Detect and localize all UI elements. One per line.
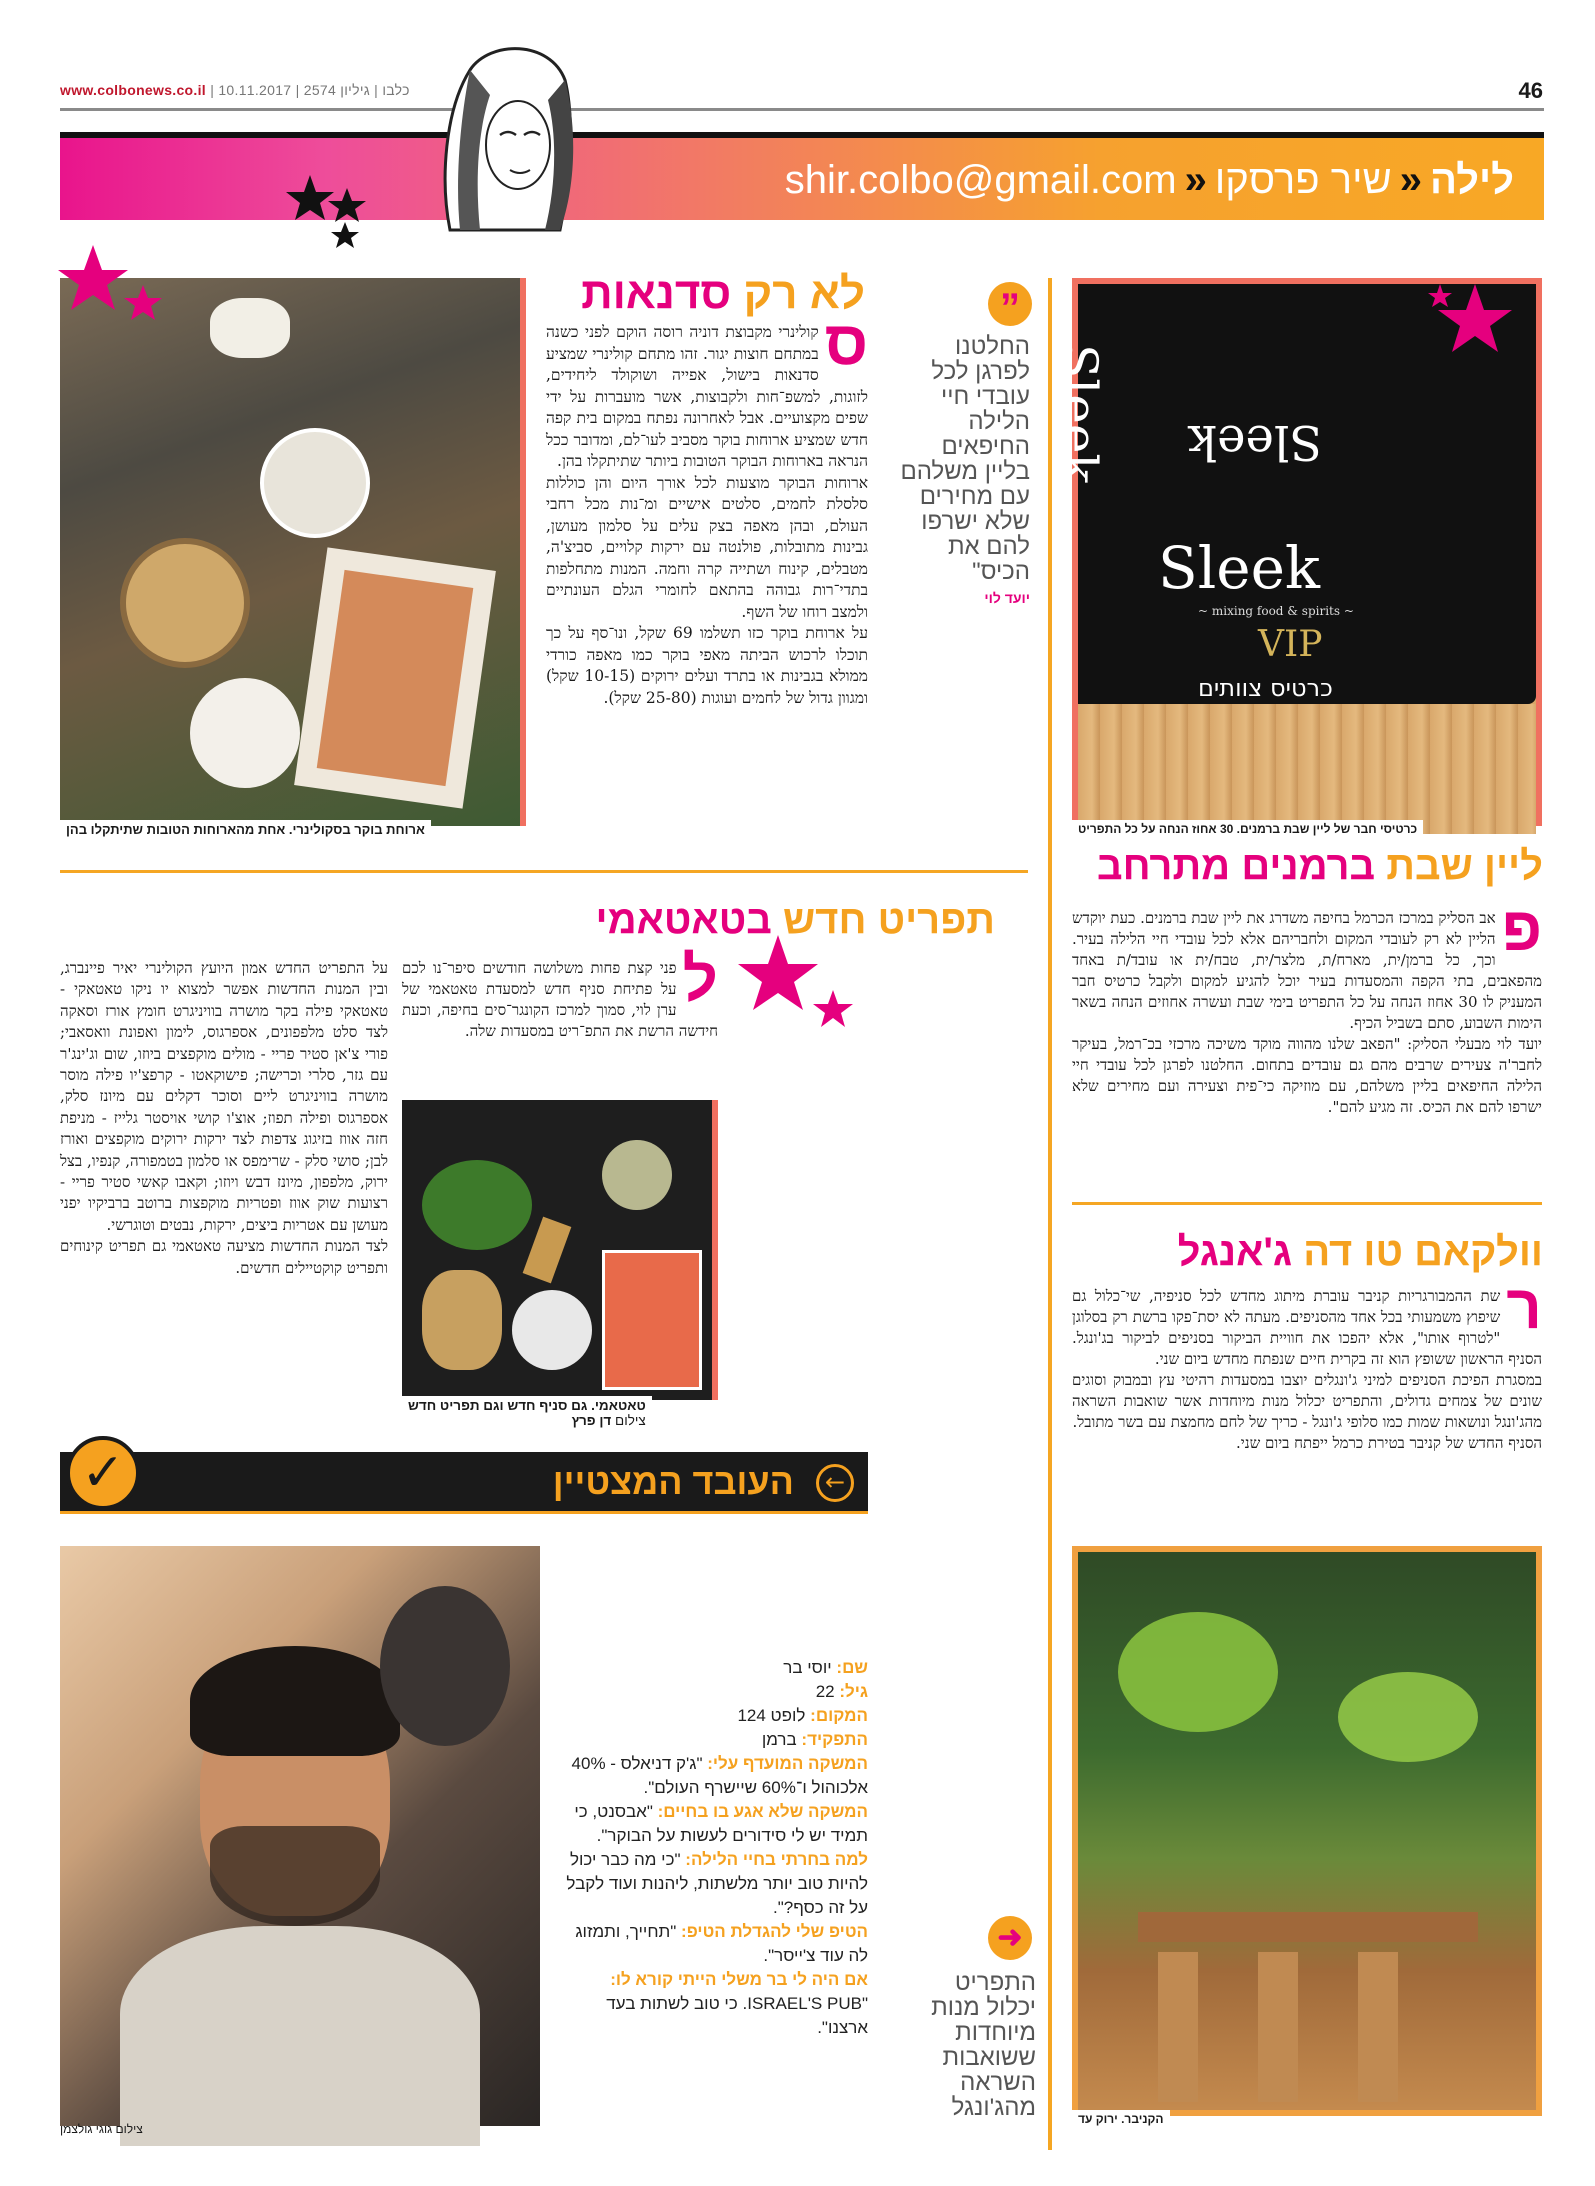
profile-field-label: אם היה לי בר משלי הייתי קורא לו: <box>610 1970 868 1989</box>
employee-profile <box>552 1656 868 2040</box>
headline-sardnaot <box>581 269 865 318</box>
page-meta: www.colbonews.co.il | כלבו | גיליון 2574 | 10.11.2017 <box>60 82 410 98</box>
photo-caption: הקניבר. ירוק עד <box>1072 2110 1170 2128</box>
section-name: לילה <box>1429 158 1514 202</box>
profile-field <box>552 1728 868 1752</box>
photo-credit-name: דן פרץ <box>571 1413 612 1428</box>
paragraph: לצד המנות החדשות מציעה טאטאמי גם תפריט קינוחים ותפריט קוקטיילים חדשים. <box>60 1237 388 1277</box>
profile-field-value: לופט 124 <box>737 1706 806 1725</box>
author-email[interactable]: shir.colbo@gmail.com <box>784 158 1177 202</box>
chevron-icon: « <box>1399 158 1422 202</box>
columnist-portrait <box>430 40 580 240</box>
headline-part: לא רק <box>743 269 865 318</box>
headline-part: וולקאם טו דה <box>1303 1230 1543 1274</box>
sleek-logo: Sleek <box>1158 534 1321 602</box>
breakfast-photo <box>60 278 526 826</box>
paragraph: הסניף החדש של קניבר בטירת כרמל ייפתח ביום שני. <box>1236 1434 1542 1452</box>
photo-caption: כרטיסי חבר של ליין שבת ברמנים. 30 אחוז הנחה על כל התפריט <box>1072 820 1423 838</box>
section-divider <box>60 870 1028 873</box>
profile-field <box>552 1968 868 2040</box>
profile-field-value: יוסי בר <box>783 1658 832 1677</box>
employee-section-bar <box>60 1452 868 1514</box>
card-label: כרטיס צוותים <box>1198 674 1333 702</box>
sleek-tagline: ~ mixing food & spirits ~ <box>1198 604 1354 618</box>
drop-cap: ל <box>682 945 718 1014</box>
column-divider <box>1048 278 1052 2150</box>
profile-field-value: ברמן <box>761 1730 797 1749</box>
profile-field-label: התפקיד: <box>801 1730 868 1749</box>
profile-field-label: גיל: <box>839 1682 868 1701</box>
headline-part: ליין שבת <box>1386 844 1543 888</box>
paragraph: ארוחות הבוקר מוצעות לכל אורך היום והן כוללות סלסלת לחמים, סלטים אישיים ומ־נות מכל רחבי העולם, ובהן מאפה בצק עלים על סלמון מעושן, גבינות מתובלות, פולנטה עם ירקות קלויים, סביצ'ה, מטבלים, קינוח ושתייה קרה וחמה. המנות מתחלפות בתדי־רות גבוהה בהתאם לחומרי הגלם העונתיים ולמצב רוחו של השף. <box>546 473 868 621</box>
star-icon <box>285 170 375 250</box>
drop-cap: ר <box>1506 1273 1542 1342</box>
pull-quote-text: החלטנו לפרגן לכל עובדי חיי הלילה החיפאים בליין משלהם עם מחירים שלא ישרפו להם את הכיס" <box>900 333 1030 585</box>
profile-field <box>552 1848 868 1920</box>
section-title: העובד המצטיין <box>552 1461 794 1502</box>
pull-quote <box>900 334 1030 611</box>
vip-label: VIP <box>1258 624 1323 665</box>
issue-number: גיליון 2574 <box>303 82 370 98</box>
quote-icon: ” <box>988 282 1032 326</box>
photo-credit: צילום גוגי גולצמן <box>60 2122 143 2136</box>
chevron-icon: « <box>1184 158 1207 202</box>
profile-field-label: המשקה המועדף עלי: <box>707 1754 868 1773</box>
paragraph: שת ההמבורגריות קניבר עוברת מיתוג מחדש לכל סניפיה, שי־כלול גם שיפוץ משמעותי בכל אחד מהסניפים. מעתה לא יסת־פקו ברשת רק בסלוגן "לטרוף אותו", אלא יהפכו את חוויית הביקור בסניפים לביקור בג'ונגל. הסניף הראשון ששופץ הוא זה בקרית חיים שנפתח מחדש ביום שני. <box>1072 1287 1542 1368</box>
site-url[interactable]: www.colbonews.co.il <box>60 82 206 98</box>
author-name: שיר פרסקו <box>1214 158 1392 202</box>
article-intro-taami <box>402 945 718 1042</box>
photo-caption: ארוחת בוקר בסקולינרי. אחת מהארוחות הטובות שתיתקלו בהן <box>60 820 431 839</box>
arrow-right-icon: ➜ <box>988 1916 1032 1960</box>
headline-part: ברמנים מתרחב <box>1096 844 1376 888</box>
profile-field-label: הטיפ שלי להגדלת הטיפ: <box>681 1922 868 1941</box>
article-body-jungle <box>1072 1273 1542 1454</box>
star-icon <box>48 240 168 350</box>
paragraph: על ארוחת בוקר כזו תשלמו 69 שקל, ונו־סף על כך תוכלו לרכוש הביתה מאפי בוקר כמו מאפה כורדי ממולא בגבינות או בתרד ועלים ירוקים (10-15 שקל) ומגוון גדול של לחמים ועוגות (25-80 שקל). <box>546 624 869 707</box>
headline-part: תפריט חדש <box>782 898 995 942</box>
paragraph: יועד לוי מבעלי הסליק: "הפאב שלנו מהווה מוקד משיכה מרכזי בכ־רמל, בעיקר לחבר'ה צעירים שרבים מהם גם עובדים בתחום. החלטנו לפרגן לכל עובדי חיי הלילה החיפאים בליין משלהם, עם מוזיקה כי־פית וצעירה ועם מחירים שלא ישרפו להם את הכיס. זה מגיע להם". <box>1072 1035 1542 1116</box>
pull-quote-attribution: יועד לוי <box>984 590 1030 606</box>
profile-field <box>552 1800 868 1848</box>
arrow-left-icon[interactable]: ← <box>816 1464 854 1502</box>
star-icon <box>728 930 858 1040</box>
profile-field-label: למה בחרתי בחיי הלילה: <box>685 1850 868 1869</box>
profile-field <box>552 1920 868 1968</box>
photo-caption <box>402 1396 652 1430</box>
headline-part: בטאטאמי <box>595 898 772 942</box>
checkmark-icon: ✓ <box>66 1436 140 1510</box>
headline-jungle <box>1178 1232 1543 1272</box>
profile-field-value: "ISRAEL'S PUB. כי טוב לשתות בעד ארצנו". <box>606 1994 868 2037</box>
profile-field-value: "כי מה כבר יכול להיות טוב יותר מלשתות, ליהנות ועוד לקבל על זה כסף?". <box>566 1850 868 1917</box>
section-divider <box>1072 1202 1542 1205</box>
banner-text <box>785 158 1514 203</box>
sleek-card-photo: Sleek ~ mixing food & spirits ~ VIP כרטיס צוותים Sleek Sleek <box>1072 278 1542 826</box>
taami-ingredients-photo <box>402 1100 718 1400</box>
paragraph: פני קצת פחות משלושה חודשים סיפר־נו לכם על פתיחת סניף חדש למסעדת טאטאמי של ערן לוי, סמוך למרכז הקונגר־סים בחיפה, וכעת חידשה הרשת את התפ־ריט במסעדות שלה. <box>402 959 718 1040</box>
profile-field-label: שם: <box>836 1658 868 1677</box>
star-icon <box>1420 280 1530 370</box>
profile-field-value: 22 <box>815 1682 835 1701</box>
page-number: 46 <box>1518 78 1543 103</box>
section-banner <box>60 132 1544 220</box>
paragraph: במסגרת הפיכת הסניפים למיני ג'ונגלים יוצבו במסעדות רהיטי עץ ובמבוק וסוגים שונים של צמחים גדולים, והתפריט יכלול מנות מיוחדות אשר שואבות השראה מהג'ונגל ונושאות שמות כמו סלופי ג'ונגל - כריך של לחם מחמצת עם בשר מתובל. <box>1072 1371 1542 1431</box>
profile-field-label: המשקה שלא אגע בו בחיים: <box>657 1802 868 1821</box>
article-body-bartenders <box>1072 895 1542 1118</box>
paragraph: על התפריט החדש אמון היועץ הקולינרי יאיר פיינברג, ובין המנות החדשות אפשר למצוא יו ניקו טאטאקי - טאטאקי פילה בקר מושרה בוויניגרט חומץ אורז וסאקה לצד סלט מלפפונים, אספרגוס, לימון ואפונת וואסאבי; פורי צ'אן סטיר פריי - מולים מוקפצים ביוזו, שום וג'ינג'ר עם גזר, סלרי וכרישה; פישוקאטו - קרפצ'יו פילה מוסר מושרה בוויניגרט ליים וסוכר דקלים עם מיונז סלק, אספרגוס ופילה תפוז; אוצ'ו קושי אויסטר גלייז - מניפת חזה אווז בזיגוג צדפות לצד ירקות ירוקים מוקפצים ואורז לבן; סושי סלק - שרימפס או סלמון בטמפורה, קנפיו, בצל ירוק, מלפפון, מיונז דבש ויוזו; וקאבו קאשי סטיר פריי - רצועות שוק אווז ופטריות מוקפצות ברוטב ברביקיו יפני מעושן עם אטריות ביצים, ירקות, נבטים וטוגרשי. <box>60 959 388 1234</box>
headline-bartenders <box>1097 846 1543 886</box>
profile-field <box>552 1656 868 1680</box>
profile-field-label: המקום: <box>810 1706 868 1725</box>
issue-date: 10.11.2017 <box>218 82 292 98</box>
publication-name: כלבו <box>382 82 410 98</box>
photo-caption-text: טאטאמי. גם סניף חדש וגם תפריט חדש <box>408 1398 646 1413</box>
profile-field <box>552 1704 868 1728</box>
profile-field <box>552 1680 868 1704</box>
paragraph: אב הסליק במרכז הכרמל בחיפה משדרג את ליין שבת ברמנים. כעת יוקדש הליין לא רק לעובדי המקום ולחבריהם אלא לכל עובדי חיי הלילה בעיר. וכך, כל ברמן/ית, מארח/ת, מלצר/ית, טבח/ית או עובד/ת באחד מהפאבים, בתי הקפה והמסעדות בעיר יוכל להגיע למקום ולקבל כרטיס חבר המעניק לו 30 אחוז הנחה על כל התפריט בימי שבת ועשרה אחוזים הנחה בשאר הימות השבוע, סתם בשביל הכיף. <box>1072 909 1542 1032</box>
drop-cap: ס <box>824 309 868 378</box>
header-rule <box>60 108 1544 111</box>
employee-photo <box>60 1546 540 2126</box>
headline-part: ג'אנגל <box>1177 1230 1293 1274</box>
profile-field-value: "אבסנט, כי תמיד יש לי סידורים לעשות על הבוקר". <box>574 1802 868 1845</box>
pull-quote: התפריט יכלול מנות מיוחדות ששואבות השראה מהג'ונגל <box>931 1969 1036 2121</box>
paragraph: קולינרי מקבוצת דוניה רוסה הוקם לפני כשנה במתחם חוצות יגור. זהו מתחם קולינרי שמציע סדנאות בישול, אפייה ושוקולד ליחידים, לזוגות, למשפ־חות ולקבוצות, אשר מועברות על ידי שפים מקצועיים. אבל לאחרונה נפתח במקום בית קפה חדש שמציע ארוחות בוקר מסביב לעו־לם, ומדובר ככל הנראה בארוחות הבוקר הטובות ביותר שתיתקלו בהן. <box>546 323 868 470</box>
headline-part: סדנאות <box>581 269 732 318</box>
profile-field <box>552 1752 868 1800</box>
article-body-taami <box>60 958 388 1279</box>
drop-cap: פ <box>1501 895 1542 964</box>
photo-credit-label: צילום <box>615 1413 646 1428</box>
profile-field-value: "תחייך, ותמזוג לה עוד צ'ייסר". <box>575 1922 868 1965</box>
jungle-restaurant-photo <box>1072 1546 1542 2116</box>
article-body-sardnaot <box>546 309 869 709</box>
profile-field-value: "ג'ק דניאלס - 40% אלכוהול ו־60% שיישרף העולם". <box>571 1754 868 1797</box>
